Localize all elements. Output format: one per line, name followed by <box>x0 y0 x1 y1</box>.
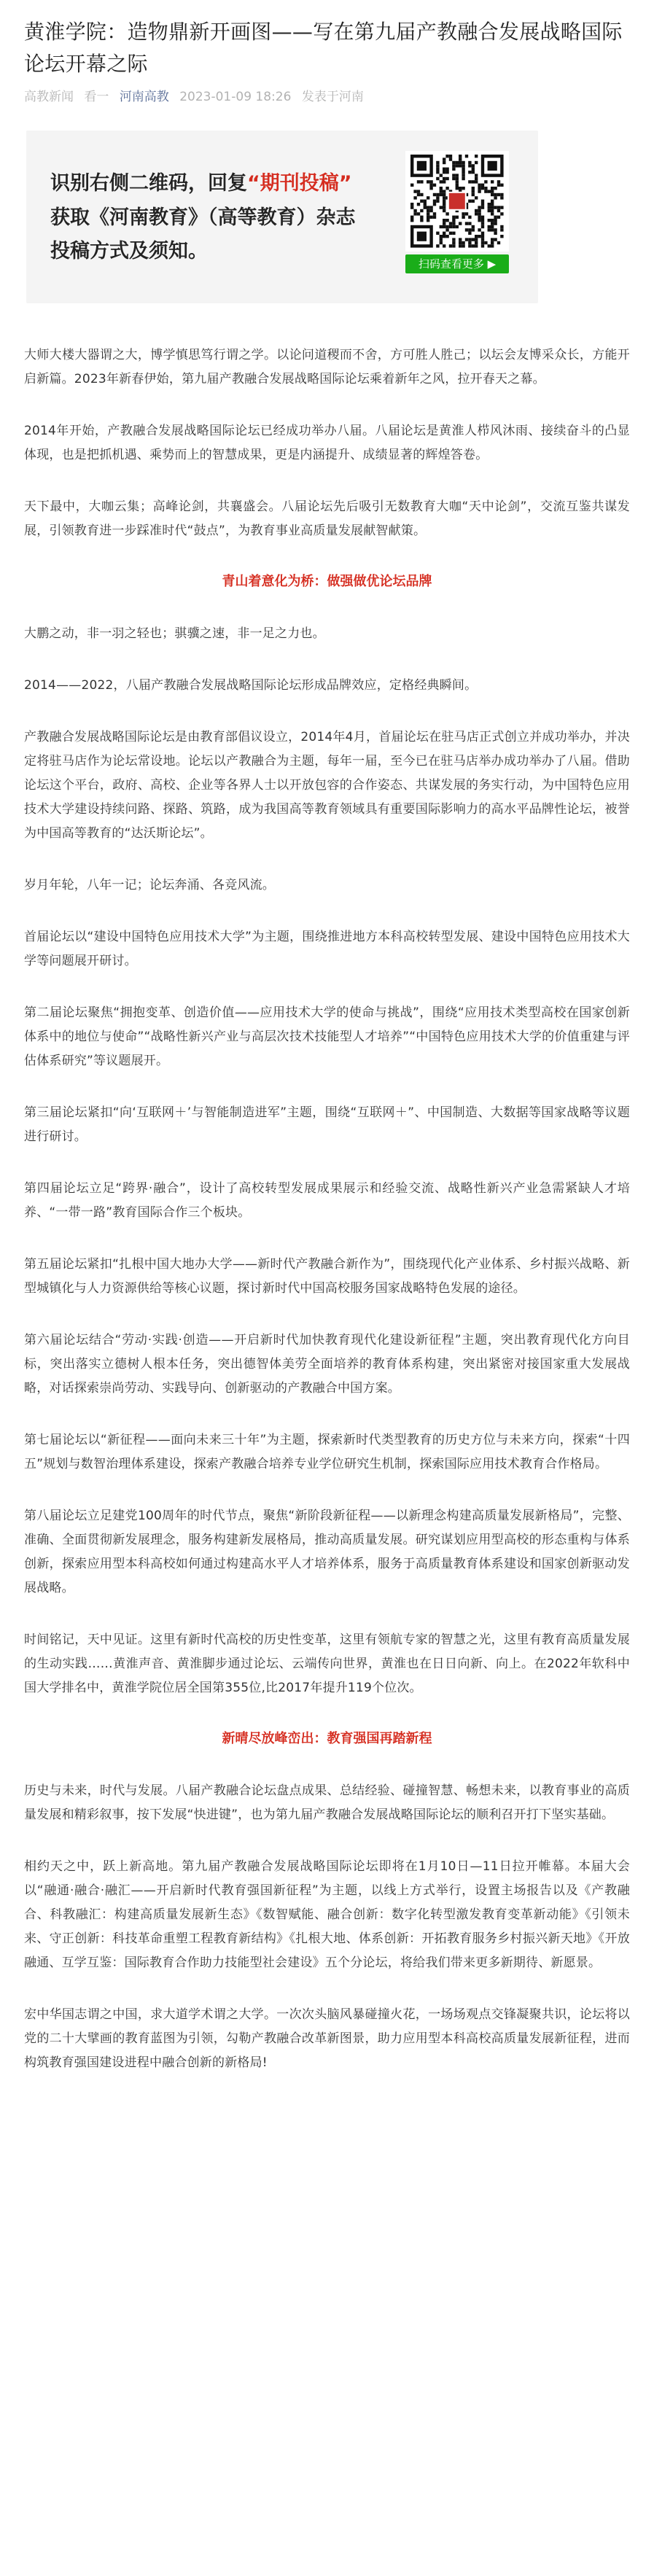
meta-source: 高教新闻 <box>24 90 74 104</box>
paragraph: 历史与未来，时代与发展。八届产教融合论坛盘点成果、总结经验、碰撞智慧、畅想未来，以教育事业的高质量发展和精彩叙事，按下发展“快进键”，也为第九届产教融合发展战略国际论坛的顺利召开打下坚实基础。 <box>24 1783 630 1822</box>
scan-more-button[interactable]: 扫码查看更多 ▶ <box>405 254 509 273</box>
paragraph: 宏中华国志谓之中国，求大道学术谓之大学。一次次头脑风暴碰撞火花，一场场观点交锋凝聚共识，论坛将以党的二十大擘画的教育蓝图为引领，勾勒产教融合改革新图景，助力应用型本科高校高质量发展新征程，进而构筑教育强国建设进程中融合创新的新格局! <box>24 2007 630 2070</box>
article-body <box>24 343 630 2075</box>
paragraph: 第六届论坛结合“劳动·实践·创造——开启新时代加快教育现代化建设新征程”主题，突出教育现代化方向目标，突出落实立德树人根本任务，突出德智体美劳全面培养的教育体系构建，突出紧密对接国家重大发展战略，对话探索崇尚劳动、实践导向、创新驱动的产教融合中国方案。 <box>24 1333 630 1396</box>
submission-banner[interactable] <box>26 131 538 303</box>
paragraph: 第二届论坛聚焦“拥抱变革、创造价值——应用技术大学的使命与挑战”，围绕“应用技术类型高校在国家创新体系中的地位与使命”“战略性新兴产业与高层次技术技能型人才培养”“中国特色应用技术大学的价值重建与评估体系研究”等议题展开。 <box>24 1005 630 1068</box>
banner-line-2: 获取《河南教育》（高等教育）杂志 <box>50 206 356 229</box>
account-link[interactable]: 河南高教 <box>119 90 169 104</box>
paragraph: 第四届论坛立足“跨界·融合”，设计了高校转型发展成果展示和经验交流、战略性新兴产业急需紧缺人才培养、“一带一路”教育国际合作三个板块。 <box>24 1181 630 1220</box>
meta-author: 看一 <box>84 90 109 104</box>
banner-highlight: “期刊投稿” <box>247 172 352 195</box>
paragraph: 产教融合发展战略国际论坛是由教育部倡议设立，2014年4月，首届论坛在驻马店正式创立并成功举办，并决定将驻马店作为论坛常设地。论坛以产教融合为主题，每年一届，至今已在驻马店举办成功举办了八届。借助论坛这个平台，政府、高校、企业等各界人士以开放包容的合作姿态、共谋发展的务实行动，为中国特色应用技术大学建设持续问路、探路、筑路，成为我国高等教育领域具有重要国际影响力的高水平品牌性论坛，被誉为中国高等教育的“达沃斯论坛”。 <box>24 730 630 841</box>
paragraph: 岁月年轮，八年一记；论坛奔涌、各竞风流。 <box>24 878 275 892</box>
article-meta <box>24 87 630 106</box>
paragraph: 2014——2022，八届产教融合发展战略国际论坛形成品牌效应，定格经典瞬间。 <box>24 678 478 693</box>
paragraph: 大师大楼大器谓之大，博学慎思笃行谓之学。以论问道稷而不舍，方可胜人胜己；以坛会友博采众长，方能开启新篇。2023年新春伊始，第九届产教融合发展战略国际论坛乘着新年之风，拉开春天之幕。 <box>24 348 630 386</box>
paragraph: 大鹏之动，非一羽之轻也；骐骥之速，非一足之力也。 <box>24 626 325 641</box>
paragraph: 首届论坛以“建设中国特色应用技术大学”为主题，围绕推进地方本科高校转型发展、建设中国特色应用技术大学等问题展开研讨。 <box>24 930 630 968</box>
paragraph: 时间铭记，天中见证。这里有新时代高校的历史性变革，这里有领航专家的智慧之光，这里有教育高质量发展的生动实践……黄淮声音、黄淮脚步通过论坛、云端传向世界，黄淮也在日日向新、向上。在2022年软科中国大学排名中，黄淮学院位居全国第355位,比2017年提升119个位次。 <box>24 1633 630 1695</box>
meta-location: 发表于河南 <box>301 90 364 104</box>
banner-line-3: 投稿方式及须知。 <box>50 240 208 262</box>
paragraph: 相约天之中，跃上新高地。第九届产教融合发展战略国际论坛即将在1月10日—11日拉开帷幕。本届大会以“融通·融合·融汇——开启新时代教育强国新征程”为主题，以线上方式举行，设置主场报告以及《产教融合、科教融汇：构建高质量发展新生态》《数智赋能、融合创新：数字化转型激发教育变革新动能》《引领未来、守正创新：科技革命重塑工程教育新结构》《扎根大地、体系创新：开拓教育服务乡村振兴新天地》《开放融通、互学互鉴：国际教育合作助力技能型社会建设》五个分论坛，将给我们带来更多新期待、新愿景。 <box>24 1859 630 1970</box>
meta-datetime: 2023-01-09 18:26 <box>179 90 292 104</box>
paragraph: 2014年开始，产教融合发展战略国际论坛已经成功举办八届。八届论坛是黄淮人栉风沐雨、接续奋斗的凸显体现，也是把抓机遇、乘势而上的智慧成果，更是内涵提升、成绩显著的辉煌答卷。 <box>24 424 630 462</box>
qr-code-icon[interactable] <box>405 151 509 252</box>
banner-line-1-text: 识别右侧二维码，回复 <box>50 172 247 195</box>
paragraph: 天下最中，大咖云集；高峰论剑，共襄盛会。八届论坛先后吸引无数教育大咖“天中论剑”，交流互鉴共谋发展，引领教育进一步踩准时代“鼓点”，为教育事业高质量发展献智献策。 <box>24 499 630 538</box>
paragraph: 第八届论坛立足建党100周年的时代节点，聚焦“新阶段新征程——以新理念构建高质量发展新格局”，完整、准确、全面贯彻新发展理念，服务构建新发展格局，推动高质量发展。研究谋划应用型高校的形态重构与体系创新，探索应用型本科高校如何通过构建高水平人才培养体系，服务于高质量教育体系建设和国家创新驱动发展战略。 <box>24 1509 630 1595</box>
paragraph: 第三届论坛紧扣“向‘互联网＋’与智能制造进军”主题，围绕“互联网＋”、中国制造、大数据等国家战略等议题进行研讨。 <box>24 1105 630 1144</box>
banner-line-1 <box>50 167 352 195</box>
article-title: 黄淮学院：造物鼎新开画图——写在第九届产教融合发展战略国际论坛开幕之际 <box>24 20 623 76</box>
section-heading: 青山着意化为桥：做强做优论坛品牌 <box>222 574 432 589</box>
paragraph: 第五届论坛紧扣“扎根中国大地办大学——新时代产教融合新作为”，围绕现代化产业体系、乡村振兴战略、新型城镇化与人力资源供给等核心议题，探讨新时代中国高校服务国家战略特色发展的途径。 <box>24 1257 630 1296</box>
paragraph: 第七届论坛以“新征程——面向未来三十年”为主题，探索新时代类型教育的历史方位与未来方向，探索“十四五”规划与数智治理体系建设，探索产教融合培养专业学位研究生机制，探索国际应用技术教育合作格局。 <box>24 1433 630 1471</box>
section-heading: 新晴尽放峰峦出：教育强国再踏新程 <box>222 1731 432 1746</box>
